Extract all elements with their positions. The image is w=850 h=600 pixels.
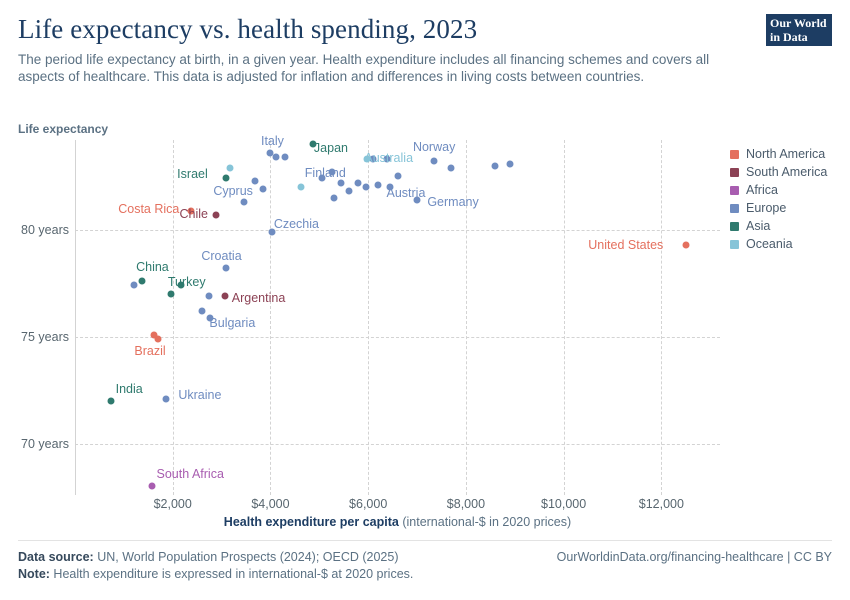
logo-line-2: in Data bbox=[770, 30, 808, 44]
legend-swatch-icon bbox=[730, 186, 739, 195]
scatter-point-label: Czechia bbox=[273, 216, 319, 231]
x-axis-tick-label: $2,000 bbox=[153, 497, 192, 511]
scatter-point[interactable] bbox=[330, 194, 337, 201]
scatter-point[interactable] bbox=[492, 162, 499, 169]
chart-footer bbox=[18, 540, 832, 583]
x-gridline bbox=[661, 140, 662, 495]
scatter-point[interactable] bbox=[338, 179, 345, 186]
y-gridline bbox=[75, 230, 720, 231]
scatter-point-label: Israel bbox=[177, 167, 208, 182]
scatter-point[interactable] bbox=[222, 265, 229, 272]
scatter-point[interactable] bbox=[162, 395, 169, 402]
legend-swatch-icon bbox=[730, 222, 739, 231]
scatter-point[interactable] bbox=[240, 199, 247, 206]
scatter-point[interactable] bbox=[394, 173, 401, 180]
legend-item[interactable] bbox=[730, 145, 850, 163]
scatter-point[interactable] bbox=[139, 278, 146, 285]
legend-swatch-icon bbox=[730, 240, 739, 249]
footer-source-label: Data source: bbox=[18, 550, 94, 564]
scatter-point-label: Finland bbox=[304, 165, 346, 180]
scatter-point-label: Bulgaria bbox=[209, 315, 256, 330]
x-axis-tick-label: $4,000 bbox=[251, 497, 290, 511]
y-axis-tick-label: 80 years bbox=[21, 222, 69, 237]
legend-item[interactable] bbox=[730, 199, 850, 217]
x-gridline bbox=[368, 140, 369, 495]
scatter-point-label: United States bbox=[588, 237, 664, 252]
chart-legend bbox=[730, 145, 850, 253]
scatter-point[interactable] bbox=[131, 282, 138, 289]
scatter-point-label: Turkey bbox=[167, 274, 206, 289]
scatter-point[interactable] bbox=[267, 149, 274, 156]
scatter-point-label: Japan bbox=[313, 141, 348, 156]
x-axis-tick-label: $12,000 bbox=[638, 497, 684, 511]
legend-swatch-icon bbox=[730, 150, 739, 159]
scatter-point-label: Ukraine bbox=[178, 387, 222, 402]
scatter-point[interactable] bbox=[221, 293, 228, 300]
scatter-point[interactable] bbox=[448, 164, 455, 171]
scatter-point-label: Brazil bbox=[134, 343, 166, 358]
x-axis-title-main: Health expenditure per capita bbox=[223, 515, 399, 529]
legend-label: Africa bbox=[746, 183, 778, 197]
x-gridline bbox=[564, 140, 565, 495]
scatter-point-label: Germany bbox=[427, 194, 479, 209]
scatter-point[interactable] bbox=[297, 184, 304, 191]
legend-label: Asia bbox=[746, 219, 771, 233]
scatter-point-label: Argentina bbox=[231, 291, 286, 306]
scatter-point-label: Cyprus bbox=[213, 184, 253, 199]
x-axis-tick-label: $6,000 bbox=[349, 497, 388, 511]
scatter-point[interactable] bbox=[155, 335, 162, 342]
scatter-point-label: Italy bbox=[260, 133, 284, 148]
scatter-point[interactable] bbox=[167, 290, 174, 297]
y-axis-tick-label: 75 years bbox=[21, 329, 69, 344]
x-gridline bbox=[173, 140, 174, 495]
x-axis-title-units: (international-$ in 2020 prices) bbox=[398, 515, 572, 529]
x-axis-tick-label: $8,000 bbox=[446, 497, 486, 511]
x-axis-tick-label: $10,000 bbox=[541, 497, 587, 511]
scatter-point[interactable] bbox=[362, 184, 369, 191]
scatter-point[interactable] bbox=[260, 186, 267, 193]
legend-item[interactable] bbox=[730, 217, 850, 235]
logo-line-1: Our World bbox=[770, 16, 827, 30]
y-axis-title: Life expectancy bbox=[18, 122, 109, 136]
legend-item[interactable] bbox=[730, 235, 850, 253]
x-axis-title bbox=[75, 515, 720, 529]
legend-label: Oceania bbox=[746, 237, 793, 251]
page-title: Life expectancy vs. health spending, 2023 bbox=[18, 14, 478, 44]
y-gridline bbox=[75, 444, 720, 445]
y-gridline bbox=[75, 337, 720, 338]
scatter-point[interactable] bbox=[223, 175, 230, 182]
scatter-point-label: India bbox=[115, 381, 143, 396]
chart-subtitle: The period life expectancy at birth, in a given year. Health expenditure includes all financing schemes and covers all aspects of healthcare. This data is adjusted for inflation and differences in living costs between countries. bbox=[18, 52, 710, 84]
scatter-point[interactable] bbox=[355, 179, 362, 186]
footer-note-text: Health expenditure is expressed in international-$ at 2020 prices. bbox=[49, 567, 414, 581]
legend-label: South America bbox=[746, 165, 828, 179]
scatter-point[interactable] bbox=[282, 154, 289, 161]
scatter-point[interactable] bbox=[345, 188, 352, 195]
scatter-point[interactable] bbox=[431, 158, 438, 165]
footer-note-line bbox=[18, 566, 832, 583]
legend-label: Europe bbox=[746, 201, 787, 215]
scatter-point[interactable] bbox=[506, 160, 513, 167]
scatter-point[interactable] bbox=[682, 241, 689, 248]
footer-note-label: Note: bbox=[18, 567, 50, 581]
scatter-point-label: Chile bbox=[179, 206, 208, 221]
legend-label: North America bbox=[746, 147, 826, 161]
legend-item[interactable] bbox=[730, 163, 850, 181]
scatter-point[interactable] bbox=[374, 181, 381, 188]
scatter-point[interactable] bbox=[206, 293, 213, 300]
owid-logo[interactable] bbox=[766, 14, 832, 46]
scatter-plot-area bbox=[21, 133, 720, 511]
footer-link[interactable]: OurWorldinData.org/financing-healthcare | CC BY bbox=[556, 550, 832, 564]
legend-swatch-icon bbox=[730, 204, 739, 213]
scatter-point[interactable] bbox=[227, 164, 234, 171]
legend-swatch-icon bbox=[730, 168, 739, 177]
scatter-point-label: Austria bbox=[386, 185, 426, 200]
y-axis-line bbox=[75, 140, 76, 495]
y-axis-tick-label: 70 years bbox=[21, 436, 69, 451]
scatter-point[interactable] bbox=[199, 308, 206, 315]
x-gridline bbox=[466, 140, 467, 495]
scatter-point[interactable] bbox=[149, 483, 156, 490]
scatter-point[interactable] bbox=[273, 154, 280, 161]
scatter-point-label: Costa Rica bbox=[118, 201, 180, 216]
scatter-point-label: Norway bbox=[412, 140, 456, 155]
scatter-point[interactable] bbox=[212, 211, 219, 218]
scatter-point-label: South Africa bbox=[156, 467, 224, 482]
scatter-point-label: Croatia bbox=[201, 249, 242, 264]
x-gridline bbox=[270, 140, 271, 495]
legend-item[interactable] bbox=[730, 181, 850, 199]
scatter-point[interactable] bbox=[108, 397, 115, 404]
footer-source-text: UN, World Population Prospects (2024); OECD (2025) bbox=[93, 550, 399, 564]
scatter-point[interactable] bbox=[251, 177, 258, 184]
scatter-point-label: Australia bbox=[364, 151, 414, 166]
scatter-point-label: China bbox=[136, 260, 169, 275]
